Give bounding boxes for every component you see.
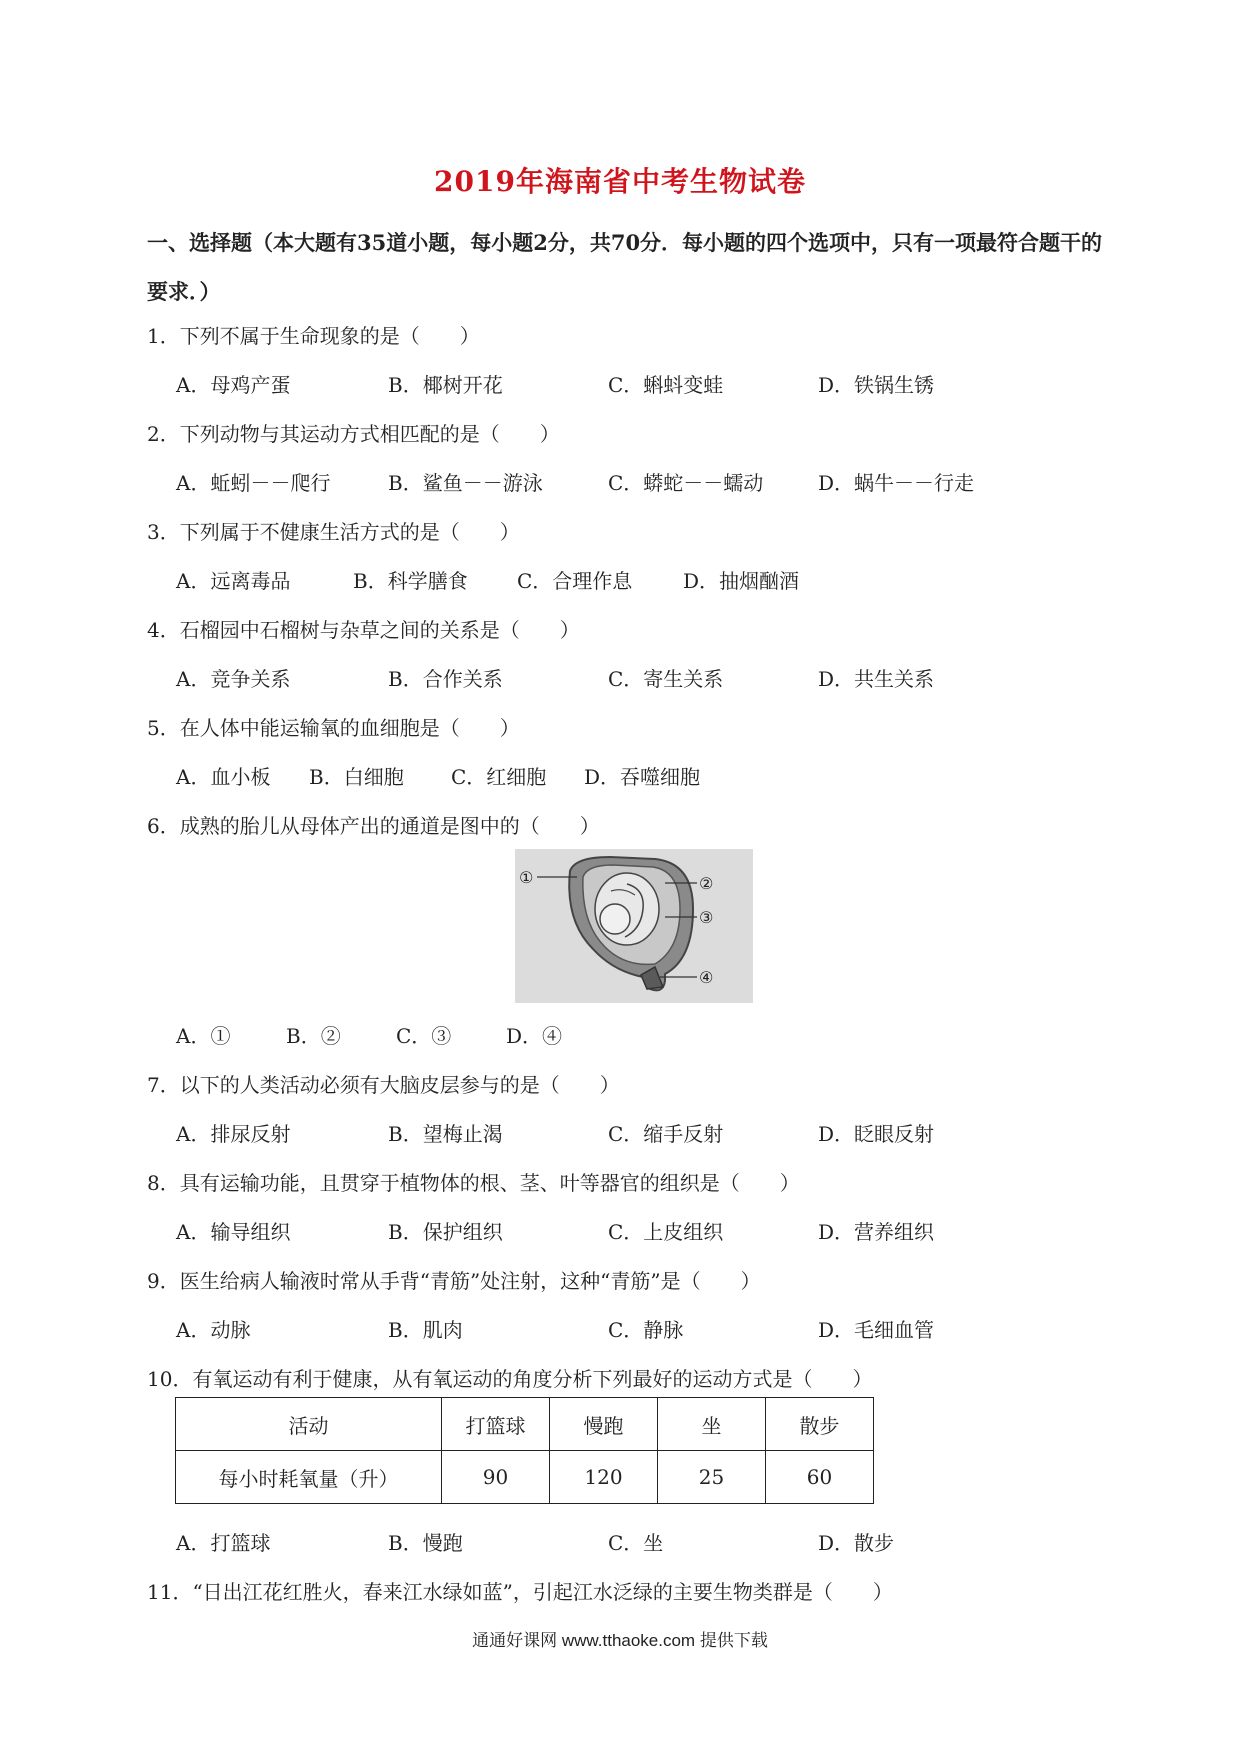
option-c: C．缩手反射 <box>608 1122 724 1146</box>
figure-label-1: ① <box>519 868 534 887</box>
uterus-figure <box>515 849 753 1003</box>
question-2: 2．下列动物与其运动方式相匹配的是（ ） <box>147 422 560 446</box>
options-3 <box>176 565 1076 593</box>
question-6: 6．成熟的胎儿从母体产出的通道是图中的（ ） <box>147 814 600 838</box>
option-d: D．毛细血管 <box>818 1318 935 1342</box>
options-6 <box>176 1020 1076 1048</box>
question-10: 10．有氧运动有利于健康，从有氧运动的角度分析下列最好的运动方式是（ ） <box>147 1367 873 1391</box>
question-3: 3．下列属于不健康生活方式的是（ ） <box>147 520 520 544</box>
option-b: B．望梅止渴 <box>388 1122 503 1146</box>
option-d: D．吞噬细胞 <box>584 765 701 789</box>
option-b: B．② <box>286 1024 341 1048</box>
option-c: C．坐 <box>608 1531 664 1555</box>
option-b: B．白细胞 <box>309 765 404 789</box>
option-c: C．上皮组织 <box>608 1220 724 1244</box>
option-a: A．血小板 <box>176 765 271 789</box>
option-a: A．输导组织 <box>176 1220 291 1244</box>
page-title: 2019年海南省中考生物试卷 <box>434 165 806 198</box>
option-c: C．合理作息 <box>517 569 633 593</box>
option-b: B．科学膳食 <box>353 569 468 593</box>
question-5: 5．在人体中能运输氧的血细胞是（ ） <box>147 716 520 740</box>
options-9 <box>176 1314 1076 1342</box>
option-a: A．蚯蚓－－爬行 <box>176 471 331 495</box>
option-d: D．④ <box>506 1024 563 1048</box>
option-a: A．竞争关系 <box>176 667 291 691</box>
question-1: 1．下列不属于生命现象的是（ ） <box>147 324 480 348</box>
option-a: A．远离毒品 <box>176 569 291 593</box>
table-cell: 散步 <box>766 1398 874 1451</box>
oxygen-table <box>175 1397 874 1504</box>
option-d: D．共生关系 <box>818 667 935 691</box>
options-2 <box>176 467 1076 495</box>
figure-label-3: ③ <box>699 908 714 927</box>
option-a: A．动脉 <box>176 1318 251 1342</box>
table-cell: 120 <box>550 1451 658 1504</box>
table-cell: 活动 <box>176 1398 442 1451</box>
section-heading: 一、选择题（本大题有35道小题，每小题2分，共70分．每小题的四个选项中，只有一项最符合题干的要求．） <box>147 230 1103 304</box>
option-c: C．③ <box>396 1024 452 1048</box>
options-5 <box>176 761 1076 789</box>
option-d: D．蜗牛－－行走 <box>818 471 975 495</box>
table-cell: 坐 <box>658 1398 766 1451</box>
question-11: 11．“日出江花红胜火，春来江水绿如蓝”，引起江水泛绿的主要生物类群是（ ） <box>147 1580 893 1604</box>
option-a: A．① <box>176 1024 231 1048</box>
question-9: 9．医生给病人输液时常从手背“青筋”处注射，这种“青筋”是（ ） <box>147 1269 761 1293</box>
option-d: D．铁锅生锈 <box>818 373 935 397</box>
option-b: B．肌肉 <box>388 1318 463 1342</box>
option-b: B．鲨鱼－－游泳 <box>388 471 543 495</box>
table-cell: 慢跑 <box>550 1398 658 1451</box>
option-b: B．合作关系 <box>388 667 503 691</box>
option-c: C．蝌蚪变蛙 <box>608 373 724 397</box>
footer: 通通好课网 www.tthaoke.com 提供下载 <box>472 1631 768 1650</box>
question-7: 7．以下的人类活动必须有大脑皮层参与的是（ ） <box>147 1073 620 1097</box>
option-d: D．抽烟酗酒 <box>683 569 800 593</box>
table-row <box>176 1451 874 1504</box>
option-a: A．排尿反射 <box>176 1122 291 1146</box>
figure-label-4: ④ <box>699 968 714 987</box>
options-4 <box>176 663 1076 691</box>
table-cell: 打篮球 <box>442 1398 550 1451</box>
option-b: B．慢跑 <box>388 1531 463 1555</box>
table-cell: 25 <box>658 1451 766 1504</box>
option-c: C．蟒蛇－－蠕动 <box>608 471 764 495</box>
option-a: A．母鸡产蛋 <box>176 373 291 397</box>
table-cell: 每小时耗氧量（升） <box>176 1451 442 1504</box>
option-b: B．椰树开花 <box>388 373 503 397</box>
option-c: C．寄生关系 <box>608 667 724 691</box>
option-c: C．红细胞 <box>451 765 547 789</box>
option-b: B．保护组织 <box>388 1220 503 1244</box>
figure-label-2: ② <box>699 874 714 893</box>
option-c: C．静脉 <box>608 1318 684 1342</box>
option-d: D．营养组织 <box>818 1220 935 1244</box>
table-cell: 60 <box>766 1451 874 1504</box>
uterus-diagram <box>515 849 753 1003</box>
table-row <box>176 1398 874 1451</box>
option-a: A．打篮球 <box>176 1531 271 1555</box>
options-7 <box>176 1118 1076 1146</box>
option-d: D．散步 <box>818 1531 895 1555</box>
option-d: D．眨眼反射 <box>818 1122 935 1146</box>
question-4: 4．石榴园中石榴树与杂草之间的关系是（ ） <box>147 618 580 642</box>
options-8 <box>176 1216 1076 1244</box>
options-10 <box>176 1527 1076 1555</box>
table-cell: 90 <box>442 1451 550 1504</box>
question-8: 8．具有运输功能，且贯穿于植物体的根、茎、叶等器官的组织是（ ） <box>147 1171 800 1195</box>
options-1 <box>176 369 1076 397</box>
